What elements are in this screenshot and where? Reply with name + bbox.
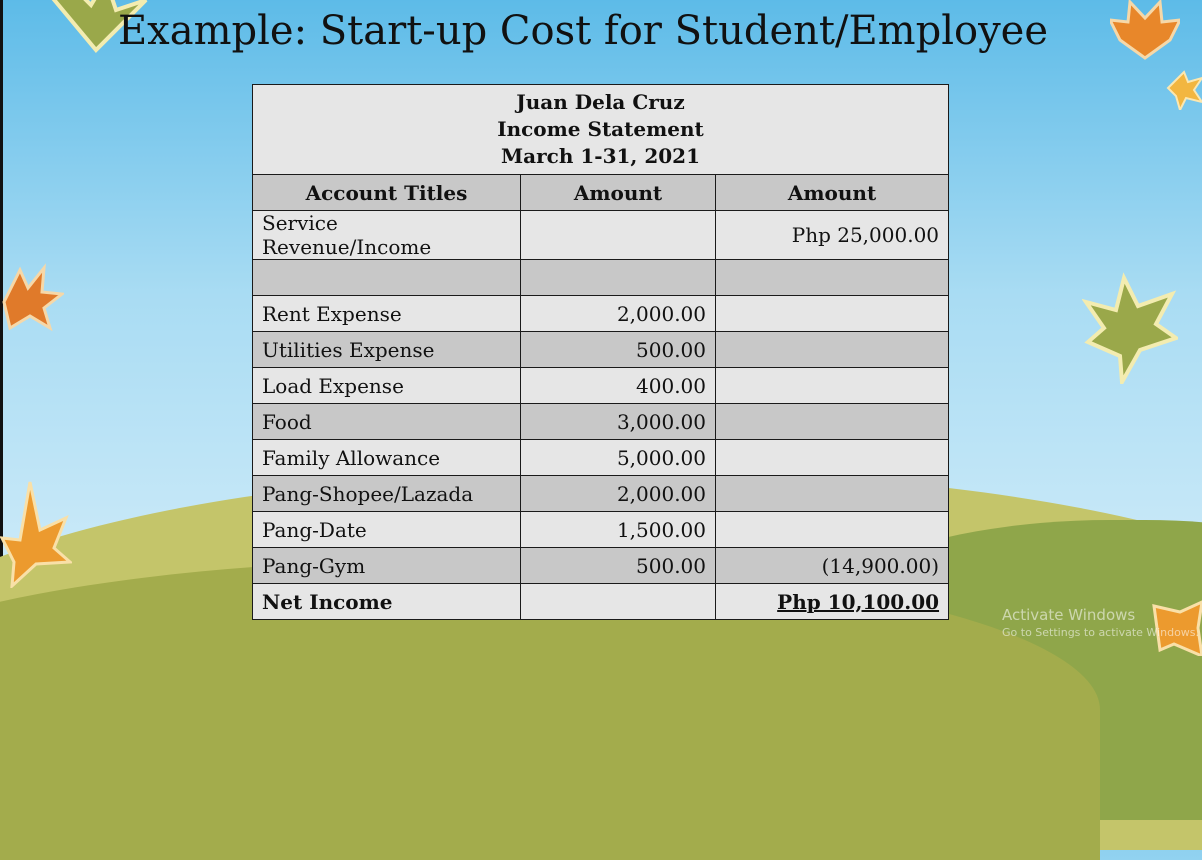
slide-title: Example: Start-up Cost for Student/Employee (117, 8, 1049, 54)
amount-cell: 400.00 (521, 368, 716, 404)
table-row (253, 404, 949, 440)
table-row (253, 440, 949, 476)
amount-cell (716, 440, 949, 476)
table-row (253, 296, 949, 332)
statement-period: March 1-31, 2021 (501, 144, 700, 168)
watermark-subtitle: Go to Settings to activate Windows. (1002, 626, 1200, 639)
table-row (253, 476, 949, 512)
column-header-row (253, 175, 949, 211)
column-header: Account Titles (253, 175, 521, 211)
account-title: Pang-Shopee/Lazada (253, 476, 521, 512)
account-title: Load Expense (253, 368, 521, 404)
table-row (253, 332, 949, 368)
green-leaf-icon (1082, 272, 1178, 384)
statement-type: Income Statement (497, 117, 704, 141)
column-header: Amount (716, 175, 949, 211)
amount-cell: 2,000.00 (521, 296, 716, 332)
amount-cell (716, 260, 949, 296)
account-title: Utilities Expense (253, 332, 521, 368)
net-income-label: Net Income (253, 584, 521, 620)
account-title: Service Revenue/Income (253, 211, 521, 260)
account-title: Pang-Date (253, 512, 521, 548)
net-income-row (253, 584, 949, 620)
account-title: Food (253, 404, 521, 440)
table-row (253, 368, 949, 404)
amount-cell (521, 584, 716, 620)
statement-header (253, 85, 949, 175)
amount-cell (521, 211, 716, 260)
statement-name: Juan Dela Cruz (516, 90, 685, 114)
amount-cell (716, 512, 949, 548)
column-header: Amount (521, 175, 716, 211)
amount-cell: (14,900.00) (716, 548, 949, 584)
amount-cell (716, 332, 949, 368)
amount-cell (716, 404, 949, 440)
income-statement-table (252, 84, 948, 620)
amount-cell: Php 25,000.00 (716, 211, 949, 260)
table-row (253, 512, 949, 548)
amount-cell (716, 296, 949, 332)
amount-cell: 1,500.00 (521, 512, 716, 548)
table-row (253, 211, 949, 260)
table-row (253, 548, 949, 584)
net-income-amount: Php 10,100.00 (716, 584, 949, 620)
amount-cell: 2,000.00 (521, 476, 716, 512)
yellow-leaf-icon (1162, 68, 1202, 110)
account-title: Rent Expense (253, 296, 521, 332)
account-title (253, 260, 521, 296)
orange-leaf-icon (0, 262, 64, 332)
account-title: Pang-Gym (253, 548, 521, 584)
amount-cell (716, 476, 949, 512)
amount-cell (716, 368, 949, 404)
amount-cell: 3,000.00 (521, 404, 716, 440)
table-row (253, 260, 949, 296)
amount-cell (521, 260, 716, 296)
account-title: Family Allowance (253, 440, 521, 476)
watermark-title: Activate Windows (1002, 606, 1136, 624)
amount-cell: 5,000.00 (521, 440, 716, 476)
activation-watermark (1002, 606, 1199, 642)
amount-cell: 500.00 (521, 332, 716, 368)
orange-leaf-icon (0, 478, 72, 588)
amount-cell: 500.00 (521, 548, 716, 584)
